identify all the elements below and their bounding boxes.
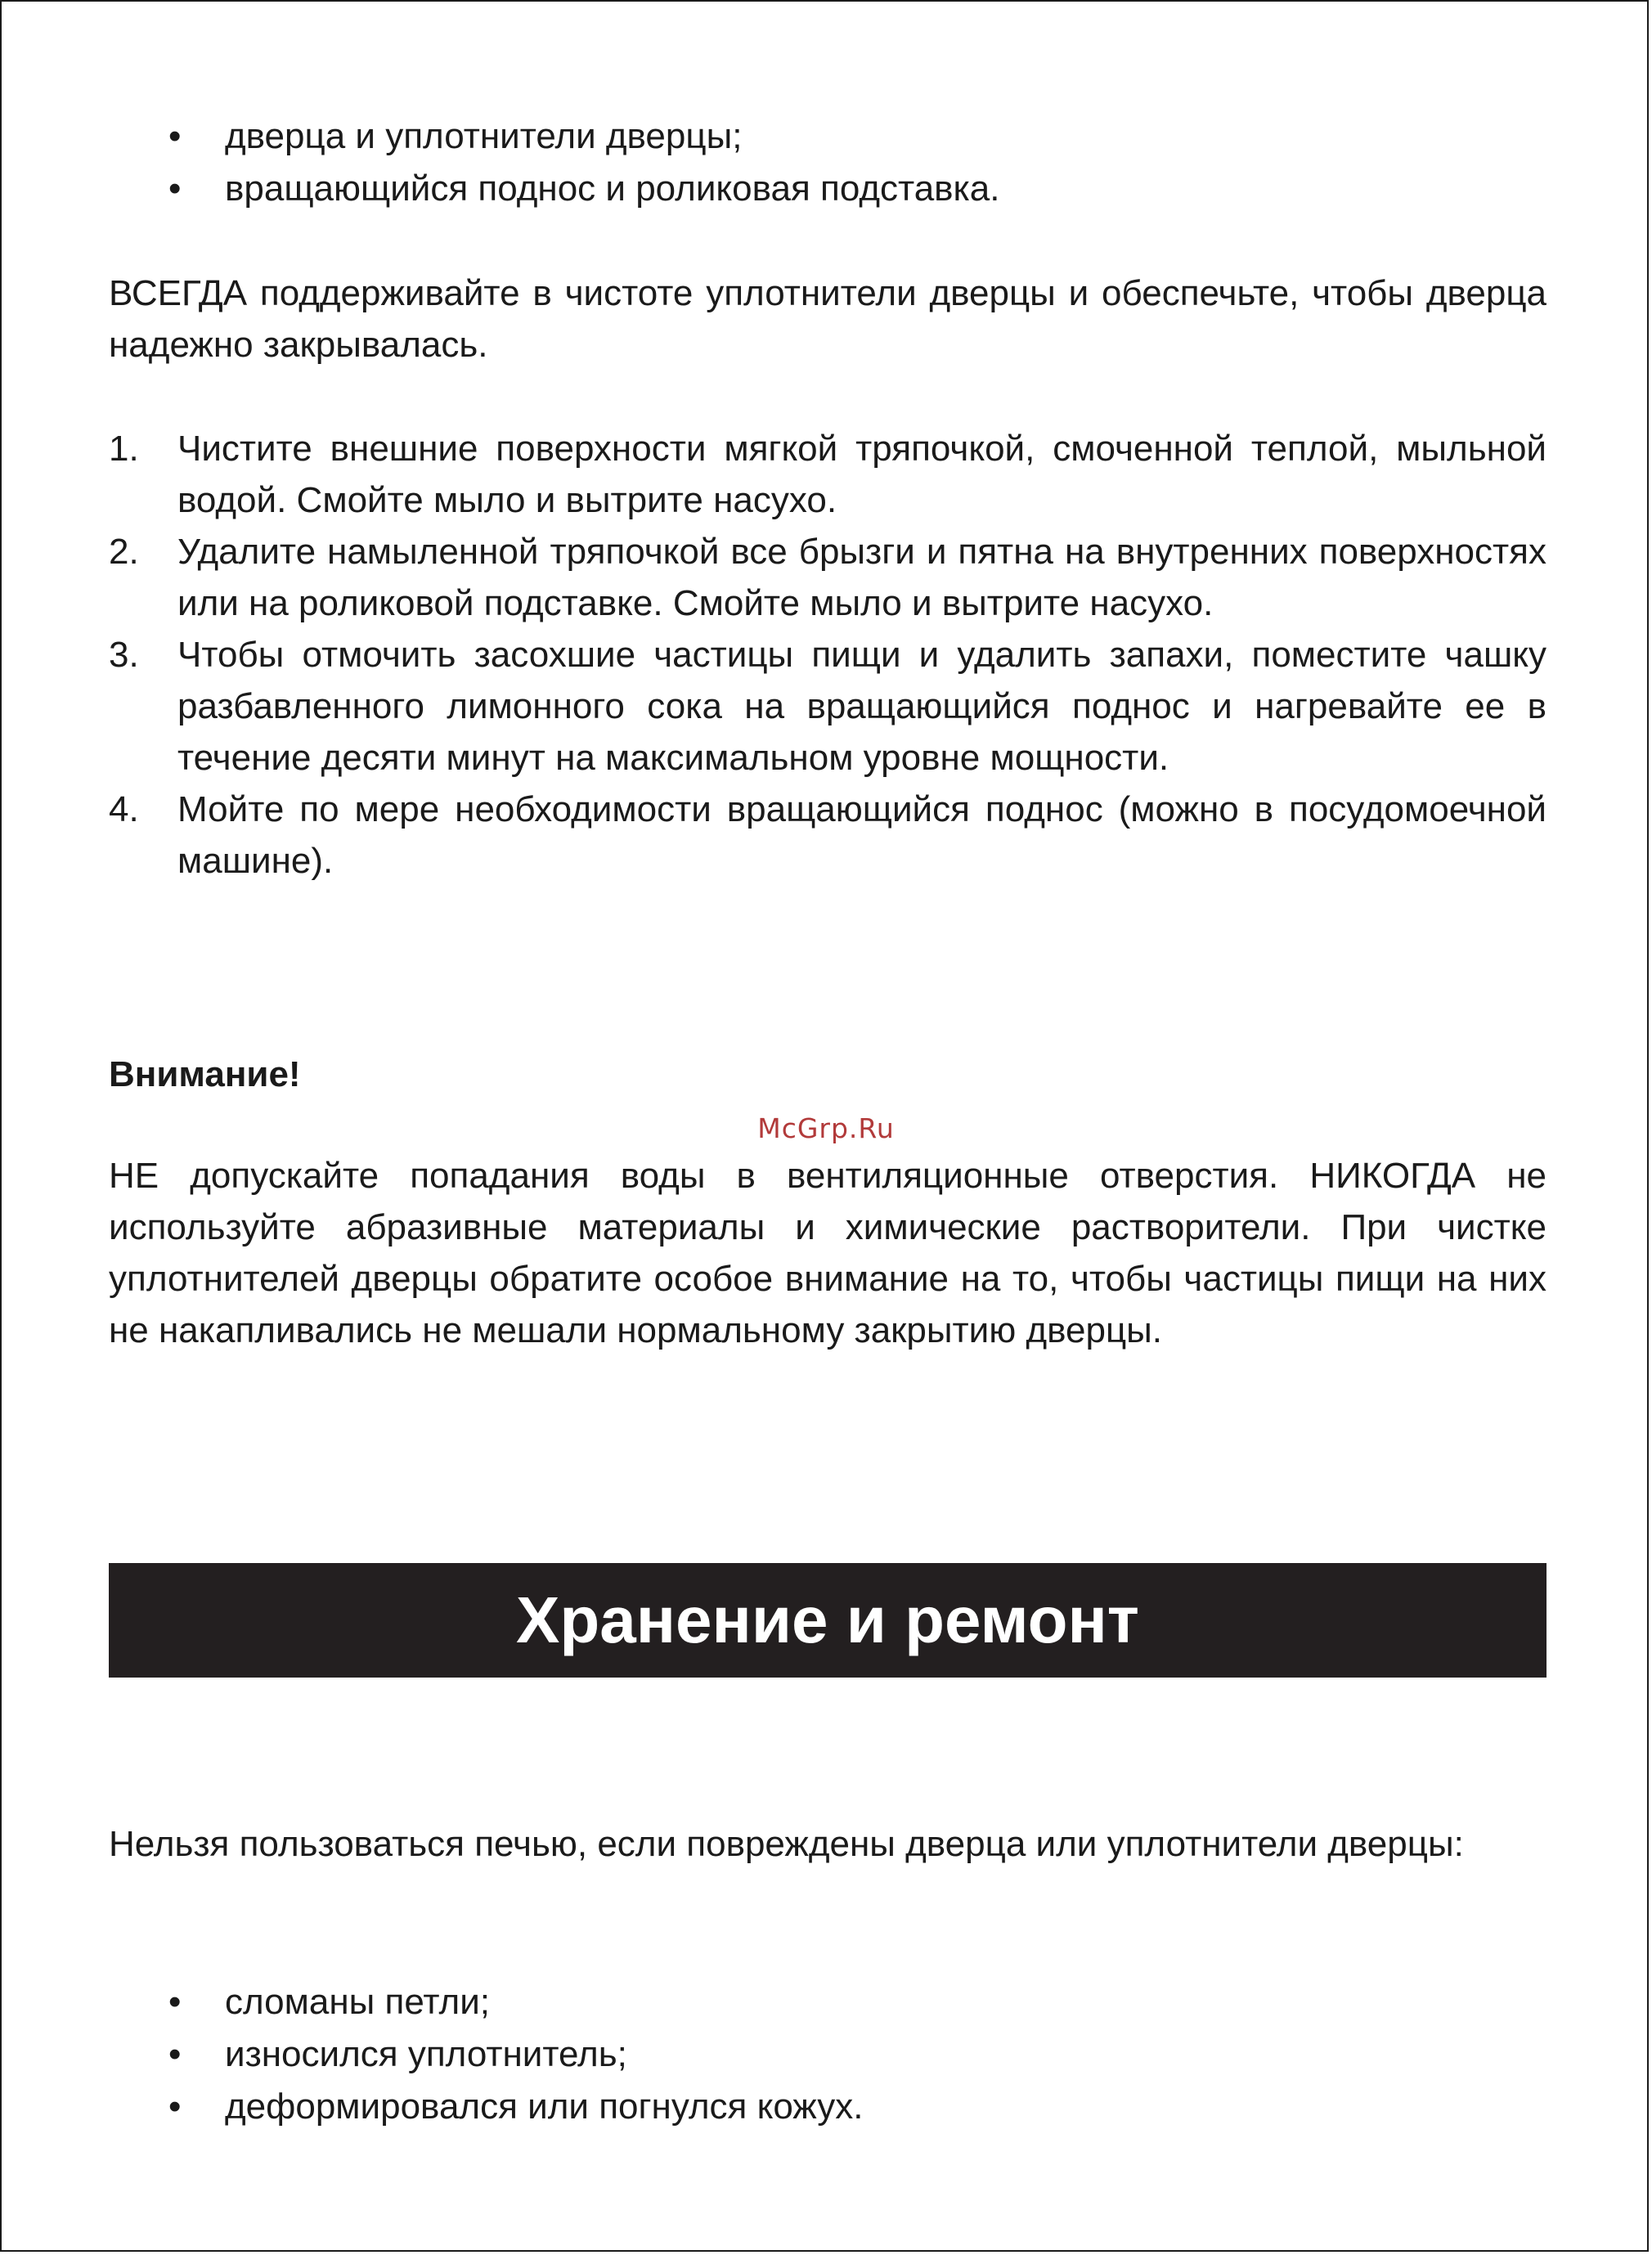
- damage-bullet-list: [109, 1976, 1547, 2133]
- warning-paragraph: [109, 1150, 1547, 1356]
- list-item-text: дверца и уплотнители дверцы;: [225, 116, 743, 156]
- section-title: Хранение и ремонт: [516, 1583, 1139, 1656]
- warning-heading-text: Внимание!: [109, 1054, 301, 1094]
- watermark: McGrp.Ru: [757, 1112, 895, 1144]
- list-item-text: вращающийся поднос и роликовая подставка.: [225, 168, 1000, 209]
- step-text: Удалите намыленной тряпочкой все брызги и пятна на внутренних поверхностях или на роликовой подставке. Смойте мыло и вытрите насухо.: [177, 532, 1547, 623]
- bullet-glyph: •: [168, 2034, 182, 2074]
- list-item: [109, 2081, 1547, 2132]
- top-bullet-list: [109, 110, 1547, 215]
- paragraph-text: НЕ допускайте попадания воды в вентиляционные отверстия. НИКОГДА не используйте абразивные материалы и химические растворители. При чистке уплотнителей дверцы обратите особое внимание на то, чтобы частицы пищи на них не накапливались не мешали нормальному закрытию дверцы.: [109, 1156, 1547, 1350]
- list-item-text: износился уплотнитель;: [225, 2034, 627, 2074]
- step-text: Чтобы отмочить засохшие частицы пищи и удалить запахи, поместите чашку разбавленного лимонного сока на вращающийся поднос и нагревайте ее в течение десяти минут на максимальном уровне мощности.: [177, 635, 1547, 778]
- list-item: [109, 110, 1547, 162]
- list-item-text: сломаны петли;: [225, 1982, 491, 2022]
- step-item: [109, 629, 1547, 784]
- list-item: [109, 2028, 1547, 2080]
- step-item: [109, 784, 1547, 887]
- step-number: 4.: [109, 789, 139, 829]
- step-number: 3.: [109, 635, 139, 675]
- paragraph-text: Нельзя пользоваться печью, если повреждены дверца или уплотнители дверцы:: [109, 1824, 1464, 1864]
- bullet-glyph: •: [168, 116, 182, 156]
- list-item-text: деформировался или погнулся кожух.: [225, 2087, 864, 2127]
- bullet-glyph: •: [168, 168, 182, 209]
- step-item: [109, 526, 1547, 629]
- step-item: [109, 423, 1547, 526]
- bullet-glyph: •: [168, 1982, 182, 2022]
- section-title-banner: [109, 1563, 1547, 1678]
- list-item: [109, 1976, 1547, 2028]
- bullet-glyph: •: [168, 2087, 182, 2127]
- cleaning-steps-list: [109, 423, 1547, 887]
- paragraph-text: ВСЕГДА поддерживайте в чистоте уплотнители дверцы и обеспечьте, чтобы дверца надежно закрывалась.: [109, 273, 1547, 365]
- warning-heading: [109, 1049, 1547, 1100]
- step-number: 1.: [109, 429, 139, 469]
- step-text: Чистите внешние поверхности мягкой тряпочкой, смоченной теплой, мыльной водой. Смойте мыло и вытрите насухо.: [177, 429, 1547, 520]
- step-text: Мойте по мере необходимости вращающийся поднос (можно в посудомоечной машине).: [177, 789, 1547, 881]
- list-item: [109, 163, 1547, 214]
- always-paragraph: [109, 267, 1547, 371]
- step-number: 2.: [109, 532, 139, 572]
- damage-intro: [109, 1818, 1547, 1870]
